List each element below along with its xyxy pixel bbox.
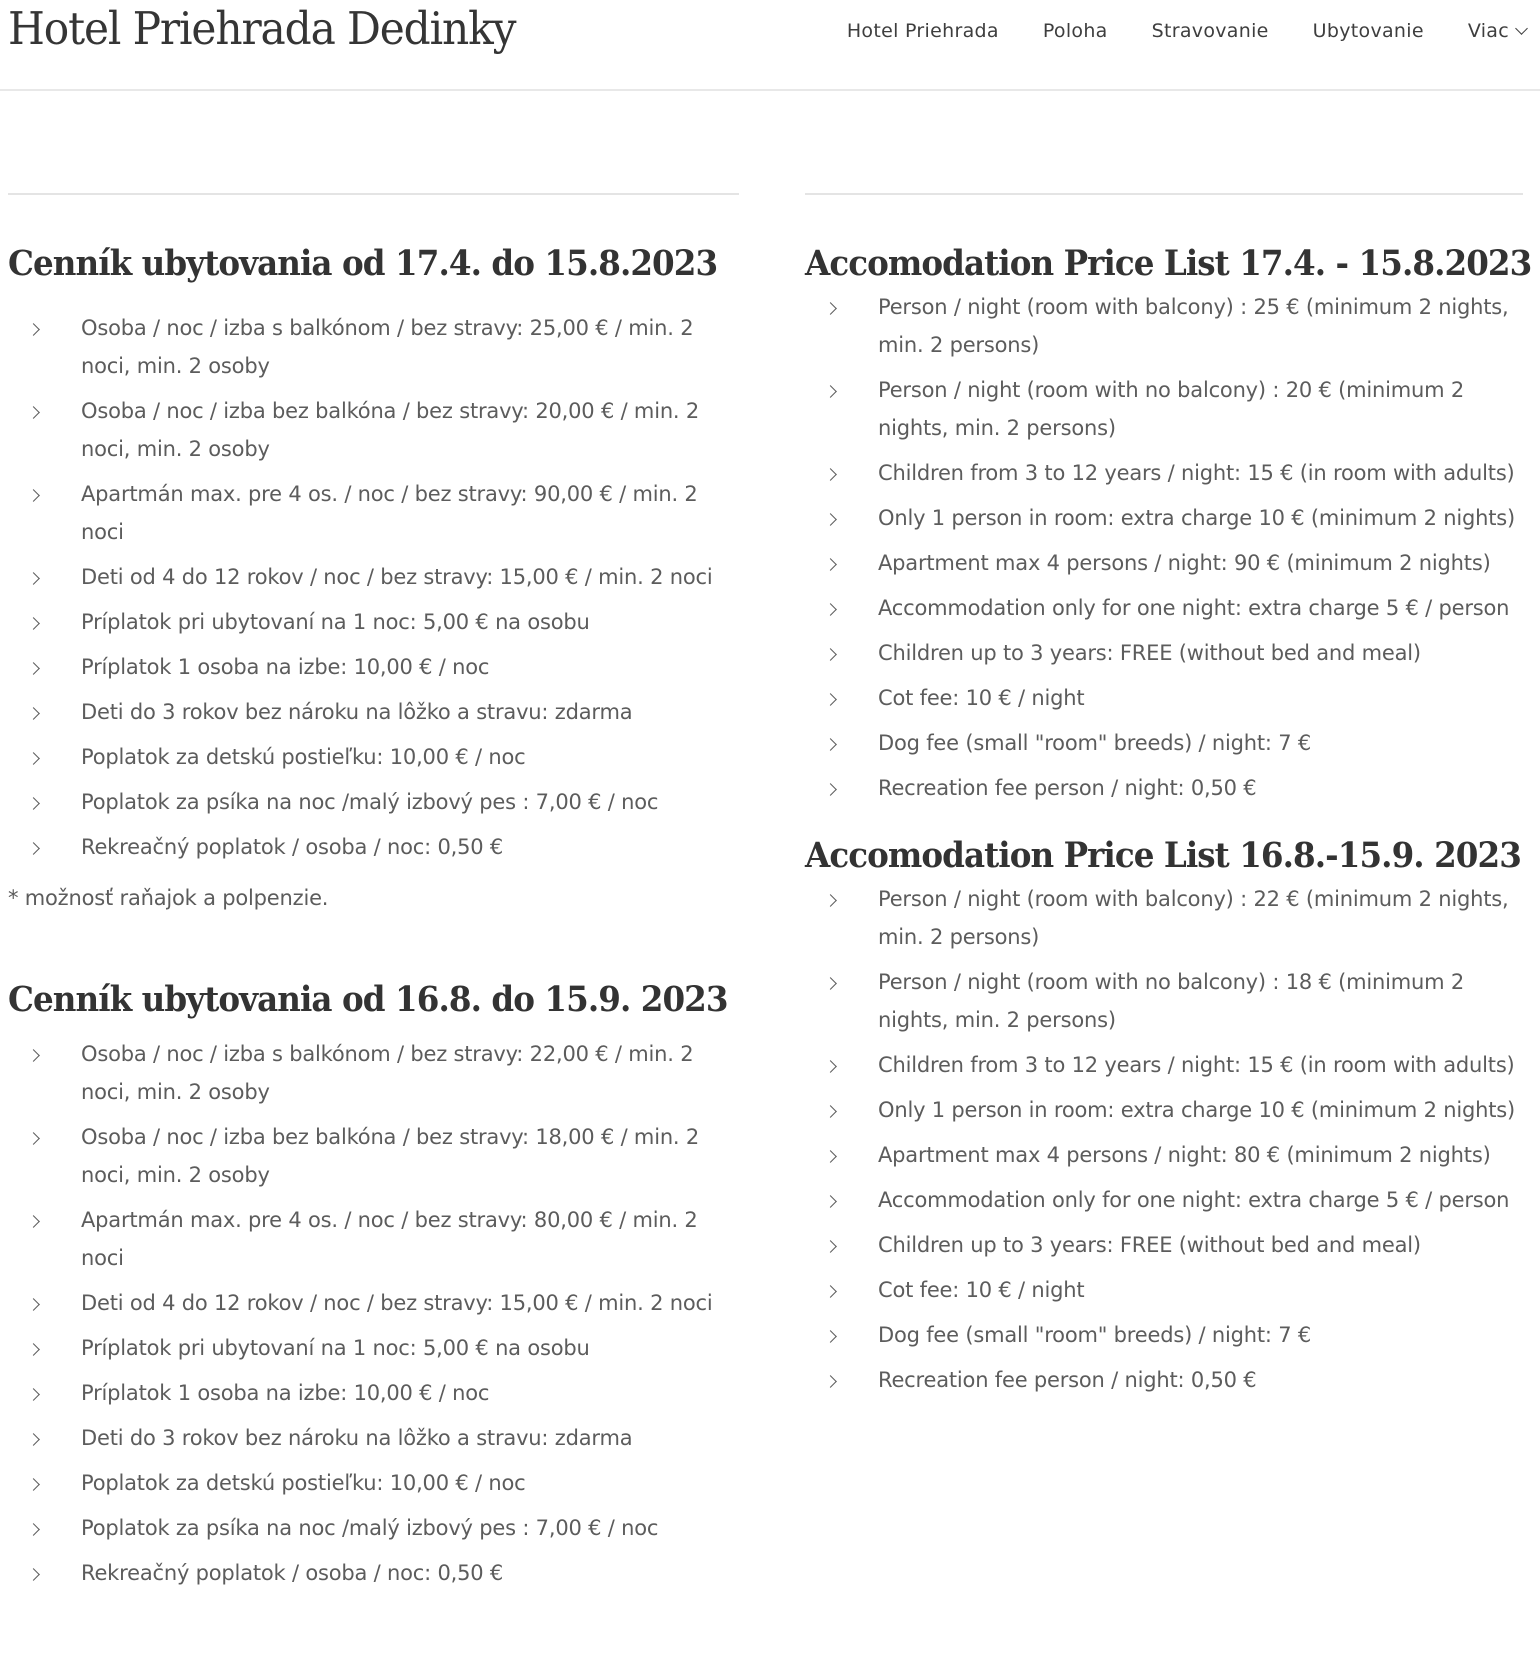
price-item-text: Only 1 person in room: extra charge 10 € (minimum 2 nights) bbox=[878, 506, 1516, 530]
nav-item-ubytovanie[interactable] bbox=[1313, 20, 1424, 42]
site-title[interactable]: Hotel Priehrada Dedinky bbox=[8, 2, 516, 55]
price-item bbox=[8, 1035, 746, 1111]
nav-label: Poloha bbox=[1042, 20, 1108, 42]
price-item-text: Príplatok 1 osoba na izbe: 10,00 € / noc bbox=[81, 1381, 490, 1405]
price-item-text: Children up to 3 years: FREE (without bed and meal) bbox=[878, 1233, 1421, 1257]
price-item bbox=[805, 1271, 1525, 1309]
nav-item-poloha[interactable] bbox=[1043, 20, 1108, 42]
chevron-right-icon bbox=[824, 1105, 837, 1118]
price-item bbox=[8, 1329, 746, 1367]
price-item-text: Apartmán max. pre 4 os. / noc / bez stravy: 80,00 € / min. 2 noci bbox=[81, 1208, 698, 1270]
price-list bbox=[8, 309, 746, 866]
price-item-text: Only 1 person in room: extra charge 10 € (minimum 2 nights) bbox=[878, 1098, 1516, 1122]
nav-item-stravovanie[interactable] bbox=[1152, 20, 1269, 42]
chevron-right-icon bbox=[824, 1330, 837, 1343]
price-item bbox=[8, 558, 746, 596]
price-item bbox=[805, 1046, 1525, 1084]
price-item bbox=[8, 603, 746, 641]
price-item-text: Apartment max 4 persons / night: 90 € (minimum 2 nights) bbox=[878, 551, 1491, 575]
chevron-right-icon bbox=[27, 572, 40, 585]
chevron-right-icon bbox=[27, 1478, 40, 1491]
price-item bbox=[805, 454, 1525, 492]
nav-label: Viac bbox=[1467, 20, 1509, 42]
chevron-right-icon bbox=[824, 738, 837, 751]
price-item bbox=[8, 1464, 746, 1502]
price-section-sk-1 bbox=[8, 243, 746, 910]
chevron-right-icon bbox=[27, 323, 40, 336]
price-item bbox=[8, 693, 746, 731]
price-item bbox=[8, 1118, 746, 1194]
price-item bbox=[805, 634, 1525, 672]
price-item-text: Deti do 3 rokov bez nároku na lôžko a stravu: zdarma bbox=[81, 1426, 633, 1450]
price-item bbox=[805, 880, 1525, 956]
price-item-text: Príplatok pri ubytovaní na 1 noc: 5,00 € na osobu bbox=[81, 610, 590, 634]
price-item bbox=[805, 288, 1525, 364]
price-item-text: Poplatok za psíka na noc /malý izbový pes : 7,00 € / noc bbox=[81, 1516, 659, 1540]
price-item bbox=[805, 679, 1525, 717]
chevron-right-icon bbox=[824, 1060, 837, 1073]
price-list bbox=[805, 880, 1525, 1399]
price-item-text: Accommodation only for one night: extra charge 5 € / person bbox=[878, 1188, 1510, 1212]
section-heading: Cenník ubytovania od 16.8. do 15.9. 2023 bbox=[8, 979, 728, 1020]
price-item bbox=[805, 1181, 1525, 1219]
chevron-right-icon bbox=[27, 752, 40, 765]
price-item-text: Dog fee (small "room" breeds) / night: 7 € bbox=[878, 1323, 1312, 1347]
chevron-right-icon bbox=[27, 1343, 40, 1356]
chevron-right-icon bbox=[27, 489, 40, 502]
price-item bbox=[805, 589, 1525, 627]
price-item bbox=[8, 783, 746, 821]
price-item bbox=[805, 724, 1525, 762]
price-section-sk-2 bbox=[8, 979, 746, 1592]
chevron-right-icon bbox=[824, 648, 837, 661]
price-item bbox=[805, 1361, 1525, 1399]
price-item-text: Person / night (room with no balcony) : 20 € (minimum 2 nights, min. 2 persons) bbox=[878, 378, 1465, 440]
price-item bbox=[8, 1554, 746, 1592]
chevron-right-icon bbox=[27, 617, 40, 630]
price-item-text: Osoba / noc / izba s balkónom / bez stravy: 25,00 € / min. 2 noci, min. 2 osoby bbox=[81, 316, 694, 378]
chevron-right-icon bbox=[824, 894, 837, 907]
price-item-text: Cot fee: 10 € / night bbox=[878, 686, 1085, 710]
price-item bbox=[8, 392, 746, 468]
price-item bbox=[805, 769, 1525, 807]
price-item-text: Príplatok pri ubytovaní na 1 noc: 5,00 € na osobu bbox=[81, 1336, 590, 1360]
divider bbox=[8, 193, 739, 195]
chevron-right-icon bbox=[824, 468, 837, 481]
price-item bbox=[805, 499, 1525, 537]
chevron-down-icon bbox=[1515, 22, 1528, 35]
chevron-right-icon bbox=[824, 1240, 837, 1253]
price-item bbox=[805, 544, 1525, 582]
price-item-text: Person / night (room with balcony) : 25 € (minimum 2 nights, min. 2 persons) bbox=[878, 295, 1509, 357]
price-item-text: Recreation fee person / night: 0,50 € bbox=[878, 1368, 1257, 1392]
price-list bbox=[8, 1035, 746, 1592]
price-item bbox=[8, 828, 746, 866]
price-section-en-2 bbox=[805, 835, 1525, 1399]
price-item-text: Apartmán max. pre 4 os. / noc / bez stravy: 90,00 € / min. 2 noci bbox=[81, 482, 698, 544]
price-item-text: Children from 3 to 12 years / night: 15 € (in room with adults) bbox=[878, 1053, 1515, 1077]
price-item-text: Deti od 4 do 12 rokov / noc / bez stravy: 15,00 € / min. 2 noci bbox=[81, 565, 713, 589]
price-item-text: Osoba / noc / izba bez balkóna / bez stravy: 18,00 € / min. 2 noci, min. 2 osoby bbox=[81, 1125, 700, 1187]
price-item bbox=[8, 1419, 746, 1457]
price-item bbox=[805, 963, 1525, 1039]
chevron-right-icon bbox=[27, 1298, 40, 1311]
chevron-right-icon bbox=[824, 1285, 837, 1298]
price-item-text: Deti od 4 do 12 rokov / noc / bez stravy: 15,00 € / min. 2 noci bbox=[81, 1291, 713, 1315]
price-item bbox=[8, 1509, 746, 1547]
chevron-right-icon bbox=[824, 385, 837, 398]
chevron-right-icon bbox=[824, 513, 837, 526]
chevron-right-icon bbox=[27, 797, 40, 810]
price-item bbox=[805, 1226, 1525, 1264]
nav-item-viac[interactable] bbox=[1468, 20, 1526, 42]
price-item-text: Rekreačný poplatok / osoba / noc: 0,50 € bbox=[81, 835, 504, 859]
price-item bbox=[805, 1316, 1525, 1354]
price-item bbox=[8, 1374, 746, 1412]
price-section-en-1 bbox=[805, 243, 1532, 807]
price-item bbox=[8, 1201, 746, 1277]
left-column bbox=[8, 193, 746, 1599]
nav-item-hotel-priehrada[interactable] bbox=[847, 20, 999, 42]
chevron-right-icon bbox=[824, 783, 837, 796]
footnote: * možnosť raňajok a polpenzie. bbox=[8, 886, 329, 910]
price-item-text: Apartment max 4 persons / night: 80 € (minimum 2 nights) bbox=[878, 1143, 1491, 1167]
section-heading: Cenník ubytovania od 17.4. do 15.8.2023 bbox=[8, 243, 718, 284]
chevron-right-icon bbox=[27, 1568, 40, 1581]
price-item-text: Dog fee (small "room" breeds) / night: 7 € bbox=[878, 731, 1312, 755]
price-item-text: Poplatok za detskú postieľku: 10,00 € / noc bbox=[81, 745, 526, 769]
price-item-text: Príplatok 1 osoba na izbe: 10,00 € / noc bbox=[81, 655, 490, 679]
chevron-right-icon bbox=[27, 1433, 40, 1446]
chevron-right-icon bbox=[824, 977, 837, 990]
price-item bbox=[805, 1136, 1525, 1174]
price-item-text: Children up to 3 years: FREE (without bed and meal) bbox=[878, 641, 1421, 665]
right-column bbox=[805, 193, 1532, 1406]
price-item-text: Rekreačný poplatok / osoba / noc: 0,50 € bbox=[81, 1561, 504, 1585]
price-item-text: Poplatok za detskú postieľku: 10,00 € / noc bbox=[81, 1471, 526, 1495]
chevron-right-icon bbox=[824, 1195, 837, 1208]
chevron-right-icon bbox=[824, 603, 837, 616]
chevron-right-icon bbox=[27, 1215, 40, 1228]
chevron-right-icon bbox=[824, 693, 837, 706]
price-item-text: Accommodation only for one night: extra charge 5 € / person bbox=[878, 596, 1510, 620]
price-list bbox=[805, 288, 1525, 807]
price-item-text: Cot fee: 10 € / night bbox=[878, 1278, 1085, 1302]
price-item-text: Person / night (room with balcony) : 22 € (minimum 2 nights, min. 2 persons) bbox=[878, 887, 1509, 949]
nav-label: Ubytovanie bbox=[1312, 20, 1424, 42]
section-heading: Accomodation Price List 16.8.-15.9. 2023 bbox=[805, 835, 1521, 876]
price-item bbox=[805, 371, 1525, 447]
price-item-text: Recreation fee person / night: 0,50 € bbox=[878, 776, 1257, 800]
price-item bbox=[8, 648, 746, 686]
chevron-right-icon bbox=[27, 1388, 40, 1401]
price-item bbox=[8, 1284, 746, 1322]
chevron-right-icon bbox=[824, 1375, 837, 1388]
price-item-text: Person / night (room with no balcony) : 18 € (minimum 2 nights, min. 2 persons) bbox=[878, 970, 1465, 1032]
chevron-right-icon bbox=[27, 842, 40, 855]
nav-label: Hotel Priehrada bbox=[846, 20, 999, 42]
site-header bbox=[0, 0, 1540, 91]
chevron-right-icon bbox=[27, 662, 40, 675]
chevron-right-icon bbox=[27, 1132, 40, 1145]
price-item-text: Children from 3 to 12 years / night: 15 € (in room with adults) bbox=[878, 461, 1515, 485]
main-nav bbox=[803, 20, 1526, 42]
price-item bbox=[805, 1091, 1525, 1129]
chevron-right-icon bbox=[27, 406, 40, 419]
price-item bbox=[8, 475, 746, 551]
chevron-right-icon bbox=[27, 1523, 40, 1536]
divider bbox=[805, 193, 1523, 195]
chevron-right-icon bbox=[824, 1150, 837, 1163]
nav-label: Stravovanie bbox=[1151, 20, 1269, 42]
price-item-text: Poplatok za psíka na noc /malý izbový pes : 7,00 € / noc bbox=[81, 790, 659, 814]
section-heading: Accomodation Price List 17.4. - 15.8.2023 bbox=[805, 243, 1532, 284]
chevron-right-icon bbox=[27, 1049, 40, 1062]
price-item bbox=[8, 309, 746, 385]
price-item bbox=[8, 738, 746, 776]
price-item-text: Deti do 3 rokov bez nároku na lôžko a stravu: zdarma bbox=[81, 700, 633, 724]
price-item-text: Osoba / noc / izba bez balkóna / bez stravy: 20,00 € / min. 2 noci, min. 2 osoby bbox=[81, 399, 700, 461]
chevron-right-icon bbox=[824, 302, 837, 315]
chevron-right-icon bbox=[824, 558, 837, 571]
chevron-right-icon bbox=[27, 707, 40, 720]
price-item-text: Osoba / noc / izba s balkónom / bez stravy: 22,00 € / min. 2 noci, min. 2 osoby bbox=[81, 1042, 694, 1104]
